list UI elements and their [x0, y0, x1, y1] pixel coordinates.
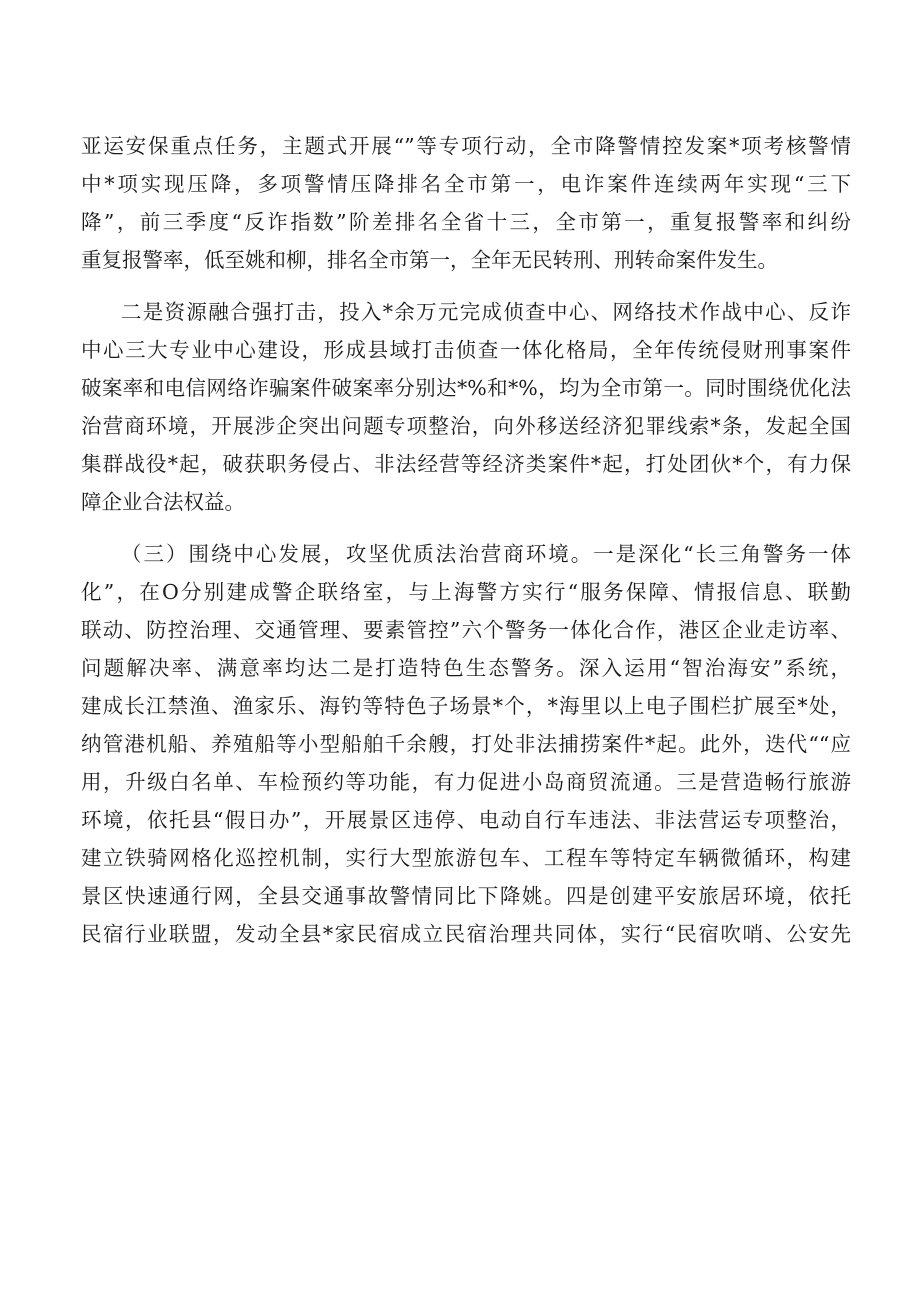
- text-line: 建成长江禁渔、渔家乐、海钓等特色子场景*个，*海里以上电子围栏扩展至*处，: [81, 694, 851, 718]
- text-line: 联动、防控治理、交通管理、要素管控”六个警务一体化合作，港区企业走访率、: [81, 618, 851, 642]
- text-line: 降”，前三季度“反诈指数”阶差排名全省十三，全市第一，重复报警率和纠纷: [81, 210, 851, 234]
- text-line: 集群战役*起，破获职务侵占、非法经营等经济类案件*起，打处团伙*个，有力保: [81, 452, 851, 476]
- text-line: 二是资源融合强打击，投入*余万元完成侦查中心、网络技术作战中心、反诈: [121, 300, 851, 324]
- text-line: 民宿行业联盟，发动全县*家民宿成立民宿治理共同体，实行“民宿吹哨、公安先: [81, 922, 851, 946]
- text-line: 中心三大专业中心建设，形成县域打击侦查一体化格局，全年传统侵财刑事案件: [81, 338, 851, 362]
- text-line: 亚运安保重点任务，主题式开展“”等专项行动，全市降警情控发案*项考核警情: [81, 134, 851, 158]
- text-line: 用，升级白名单、车检预约等功能，有力促进小岛商贸流通。三是营造畅行旅游: [81, 770, 851, 794]
- text-line: 问题解决率、满意率均达二是打造特色生态警务。深入运用“智治海安”系统，: [81, 656, 851, 680]
- text-line: （三）围绕中心发展，攻坚优质法治营商环境。一是深化“长三角警务一体: [121, 542, 851, 566]
- text-line: 破案率和电信网络诈骗案件破案率分别达*%和*%，均为全市第一。同时围绕优化法: [81, 376, 851, 400]
- text-line: 治营商环境，开展涉企突出问题专项整治，向外移送经济犯罪线索*条，发起全国: [81, 414, 851, 438]
- text-line: 障企业合法权益。: [81, 490, 245, 514]
- text-line: 环境，依托县“假日办”，开展景区违停、电动自行车违法、非法营运专项整治，: [81, 808, 851, 832]
- text-line: 化”，在O分别建成警企联络室，与上海警方实行“服务保障、情报信息、联勤: [81, 580, 851, 604]
- text-line: 纳管港机船、养殖船等小型船舶千余艘，打处非法捕捞案件*起。此外，迭代““应: [81, 732, 851, 756]
- text-line: 景区快速通行网，全县交通事故警情同比下降姚。四是创建平安旅居环境，依托: [81, 884, 851, 908]
- text-line: 中*项实现压降，多项警情压降排名全市第一，电诈案件连续两年实现“三下: [81, 172, 851, 196]
- text-line: 重复报警率，低至姚和柳，排名全市第一，全年无民转刑、刑转命案件发生。: [81, 248, 778, 272]
- text-line: 建立铁骑网格化巡控机制，实行大型旅游包车、工程车等特定车辆微循环，构建: [81, 846, 851, 870]
